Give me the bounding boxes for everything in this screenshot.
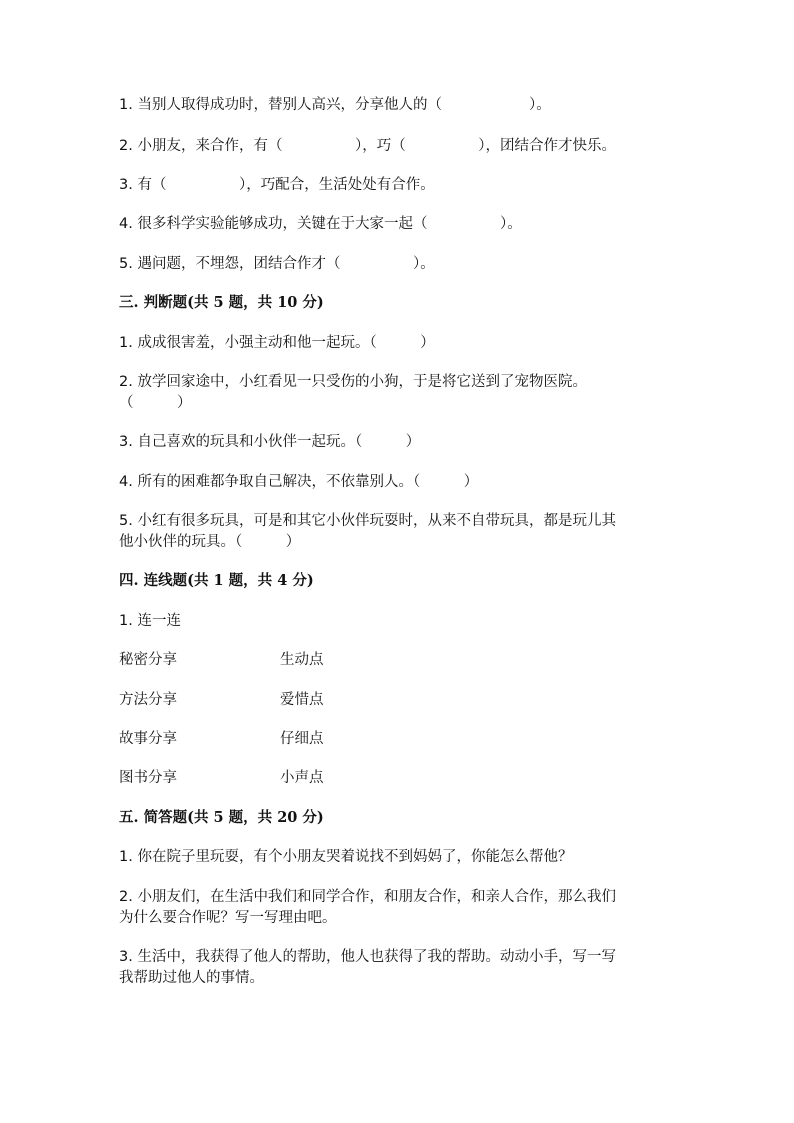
section-heading-judge: 三. 判断题(共 5 题，共 10 分) (119, 294, 324, 311)
section-heading-match: 四. 连线题(共 1 题，共 4 分) (119, 572, 314, 589)
judge-question-1: 1. 成成很害羞，小强主动和他一起玩。（ ） (119, 335, 435, 351)
short-answer-question-2-line1: 2. 小朋友们，在生活中我们和同学合作，和朋友合作，和亲人合作，那么我们 (119, 889, 616, 905)
fill-question-4: 4. 很多科学实验能够成功，关键在于大家一起（ ）。 (119, 216, 522, 232)
match-right-item: 仔细点 (280, 731, 324, 747)
short-answer-question-1: 1. 你在院子里玩耍，有个小朋友哭着说找不到妈妈了，你能怎么帮他？ (119, 849, 573, 865)
match-left-item: 秘密分享 (119, 652, 177, 668)
fill-question-5: 5. 遇问题，不埋怨，团结合作才（ ）。 (119, 256, 435, 272)
match-left-item: 故事分享 (119, 731, 177, 747)
match-right-item: 爱惜点 (280, 692, 324, 708)
short-answer-question-2-line2: 为什么要合作呢？写一写理由吧。 (119, 910, 337, 926)
section-heading-short-answer: 五. 简答题(共 5 题，共 20 分) (119, 809, 324, 826)
judge-question-5-line2: 他小伙伴的玩具。（ ） (119, 534, 301, 550)
judge-question-3: 3. 自己喜欢的玩具和小伙伴一起玩。（ ） (119, 434, 421, 450)
judge-question-5-line1: 5. 小红有很多玩具，可是和其它小伙伴玩耍时，从来不自带玩具，都是玩儿其 (119, 513, 616, 529)
short-answer-question-3-line1: 3. 生活中，我获得了他人的帮助，他人也获得了我的帮助。动动小手，写一写 (119, 949, 616, 965)
match-right-item: 小声点 (280, 770, 324, 786)
match-question-1: 1. 连一连 (119, 613, 181, 629)
fill-question-1: 1. 当别人取得成功时，替别人高兴，分享他人的（ ）。 (119, 97, 551, 113)
judge-question-4: 4. 所有的困难都争取自己解决，不依靠别人。（ ） (119, 474, 479, 490)
match-left-item: 方法分享 (119, 692, 177, 708)
match-right-item: 生动点 (280, 652, 324, 668)
fill-question-2: 2. 小朋友，来合作，有（ ），巧（ ），团结合作才快乐。 (119, 138, 616, 154)
short-answer-question-3-line2: 我帮助过他人的事情。 (119, 970, 264, 986)
match-left-item: 图书分享 (119, 770, 177, 786)
judge-question-2-line1: 2. 放学回家途中，小红看见一只受伤的小狗，于是将它送到了宠物医院。 (119, 374, 587, 390)
judge-question-2-line2: （ ） (119, 395, 192, 411)
fill-question-3: 3. 有（ ），巧配合，生活处处有合作。 (119, 177, 435, 193)
